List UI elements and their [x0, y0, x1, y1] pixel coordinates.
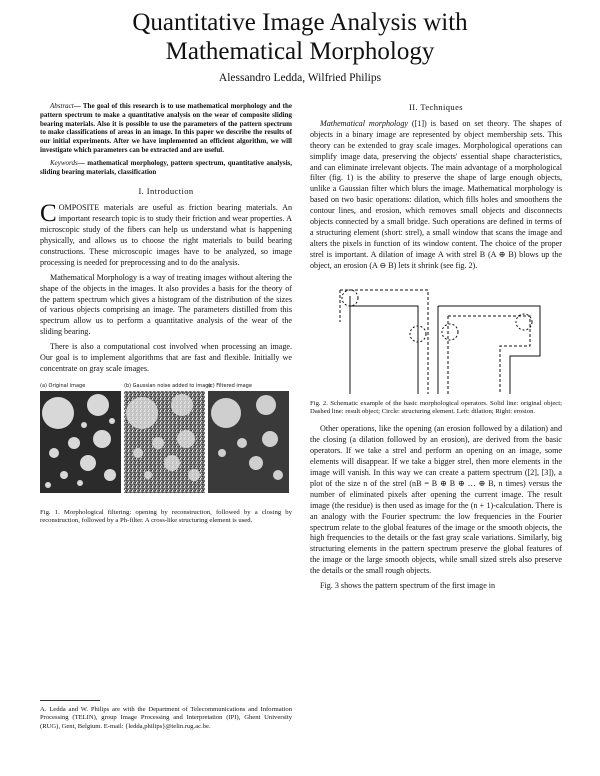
techniques-paragraph-3: Fig. 3 shows the pattern spectrum of the first image in	[320, 581, 496, 591]
abstract-text: — The goal of this research is to use mathematical morphology and the pattern spectrum to make a quantitative analysis on the wear of composite sliding bearing materials. Also it is possible to use the parameters of the pattern spectrum to make classifications of areas in an image. In this paper we describe the results of our initial experiments. After we have implemented an efficient algorithm, we will investigate which parameters can be extracted and are useful.	[40, 102, 292, 154]
techniques-paragraph-1	[310, 119, 562, 272]
intro-paragraph-3: There is also a computational cost involved when processing an image. Our goal is to implement algorithms that are fast and flexible. Initially we concentrate on gray scale images.	[40, 342, 292, 373]
section-techniques-heading: II. Techniques	[409, 102, 463, 112]
figure-1c-label: (c) Filtered image	[208, 382, 252, 389]
keywords	[40, 159, 292, 177]
figure-1c-filtered-image	[208, 391, 289, 493]
abstract-label: Abstract	[50, 102, 74, 110]
figure-1-caption: Fig. 1. Morphological filtering: opening by reconstruction, followed by a closing by reconstruction, followed by a Ph-filter. A cross-like structuring element is used.	[40, 508, 292, 525]
title-line-2: Mathematical Morphology	[165, 38, 435, 65]
techniques-paragraph-2: Other operations, like the opening (an erosion followed by a dilation) and the closing (a dilation followed by an erosion), are derived from the basic operators. If we take a strel and perform an opening on an image, some elements will disappear. If we take a bigger strel, then more elements in the image will vanish. In this way we can create a pattern spectrum ([2], [3]), a plot of the size n of the strel (nB = B ⊕ B ⊕ … ⊕ B, n times) versus the number of eliminated pixels after opening the current image. The result image (the residue) is then used as image for the (n + 1)-calculation. There is an analogy with the Fourier spectrum: the low frequencies in the Fourier spectrum relate to the global features of the image or the smooth objects, the high frequencies to the details or the fast gray scale variations. Similarly, big structuring elements in the pattern spectrum preserve the global features of the image or the large smooth objects, while small sized strels also preserve the details or the small rough objects.	[310, 424, 562, 576]
abstract	[40, 102, 292, 155]
title-line-1: Quantitative Image Analysis with	[132, 9, 468, 36]
figure-1a-label: (a) Original image	[40, 382, 86, 389]
footnote-rule	[40, 700, 100, 701]
figure-2-caption: Fig. 2. Schematic example of the basic morphological operators. Solid line: original object; Dashed line: result object; Circle: structuring element. Left: dilation; Right: erosion.	[310, 399, 562, 415]
paper-title	[0, 8, 600, 66]
intro-paragraph-2: Mathematical Morphology is a way of treating images without altering the shape of the objects in the images. It also provides a basis for the theory of the pattern spectrum which gives a histogram of the distribution of the sizes of various objects comprising an image. The parameters distilled from this spectrum allow us to perform a quantitative analysis of the wear of the sliding bearing.	[40, 272, 292, 337]
intro-p1-text: OMPOSITE materials are useful as friction bearing materials. An important research topic is to study their friction and wear properties. A microscopic study of the fibers can help us understand what is happening physically, and allows us to choose the right materials to build bearing constructions. These microscopic images have to be analyzed, so image processing is needed for preprocessing and to do the analysis.	[40, 203, 292, 267]
keywords-text: — mathematical morphology, pattern spectrum, quantitative analysis, sliding bearing materials, classification	[40, 158, 292, 176]
keywords-label: Keywords	[50, 158, 78, 167]
figure-1b-noisy-image	[124, 391, 205, 493]
footnote: A. Ledda and W. Philips are with the Department of Telecommunications and Information Processing (TELIN), group Image Processing and Interpretation (IPI), Ghent University (RUG), Gent, Belgium. E-mail: {ledda,philips}@telin.rug.ac.be.	[40, 706, 292, 730]
figure-1b-label: (b) Gaussian noise added to image	[124, 382, 212, 389]
right-column	[310, 102, 562, 596]
drop-cap: C	[40, 200, 57, 228]
figure-1a-original-image	[40, 391, 121, 493]
figure-2-diagram	[310, 276, 562, 394]
figure-2	[310, 276, 562, 394]
intro-paragraph-1	[40, 200, 292, 268]
figure-1	[40, 381, 292, 505]
left-column	[40, 102, 292, 534]
authors: Alessandro Ledda, Wilfried Philips	[218, 72, 382, 84]
section-introduction-heading: I. Introduction	[138, 186, 194, 197]
term-mathematical-morphology: Mathematical morphology	[320, 118, 408, 128]
techniques-p1-text: ([1]) is based on set theory. The shapes of objects in a binary image are represented by object membership sets. This theory can be extended to gray scale images. Morphological operations can simplify image data, preserving the objects' essential shape characteristics, and can eliminate irrelevant objects. The main advantage of a morphological filter (fig. 1) is the ability to preserve the shape of large enough objects, unlike a Gaussian filter which blurs the image. Mathematical morphology is based on two basic operations: dilation, which fills holes and smoothens the contour lines, and erosion, which removes small objects and disconnects objects connected by a small bridge. Such operations are defined in terms of a structuring element (short: strel), a small window that scans the image and alters the pixels in function of its window content. The choice of the proper strel is important. A dilation of image A with strel B (A ⊕ B) blows up the object, an erosion (A ⊖ B) lets it shrink (see fig. 2).	[310, 118, 562, 270]
